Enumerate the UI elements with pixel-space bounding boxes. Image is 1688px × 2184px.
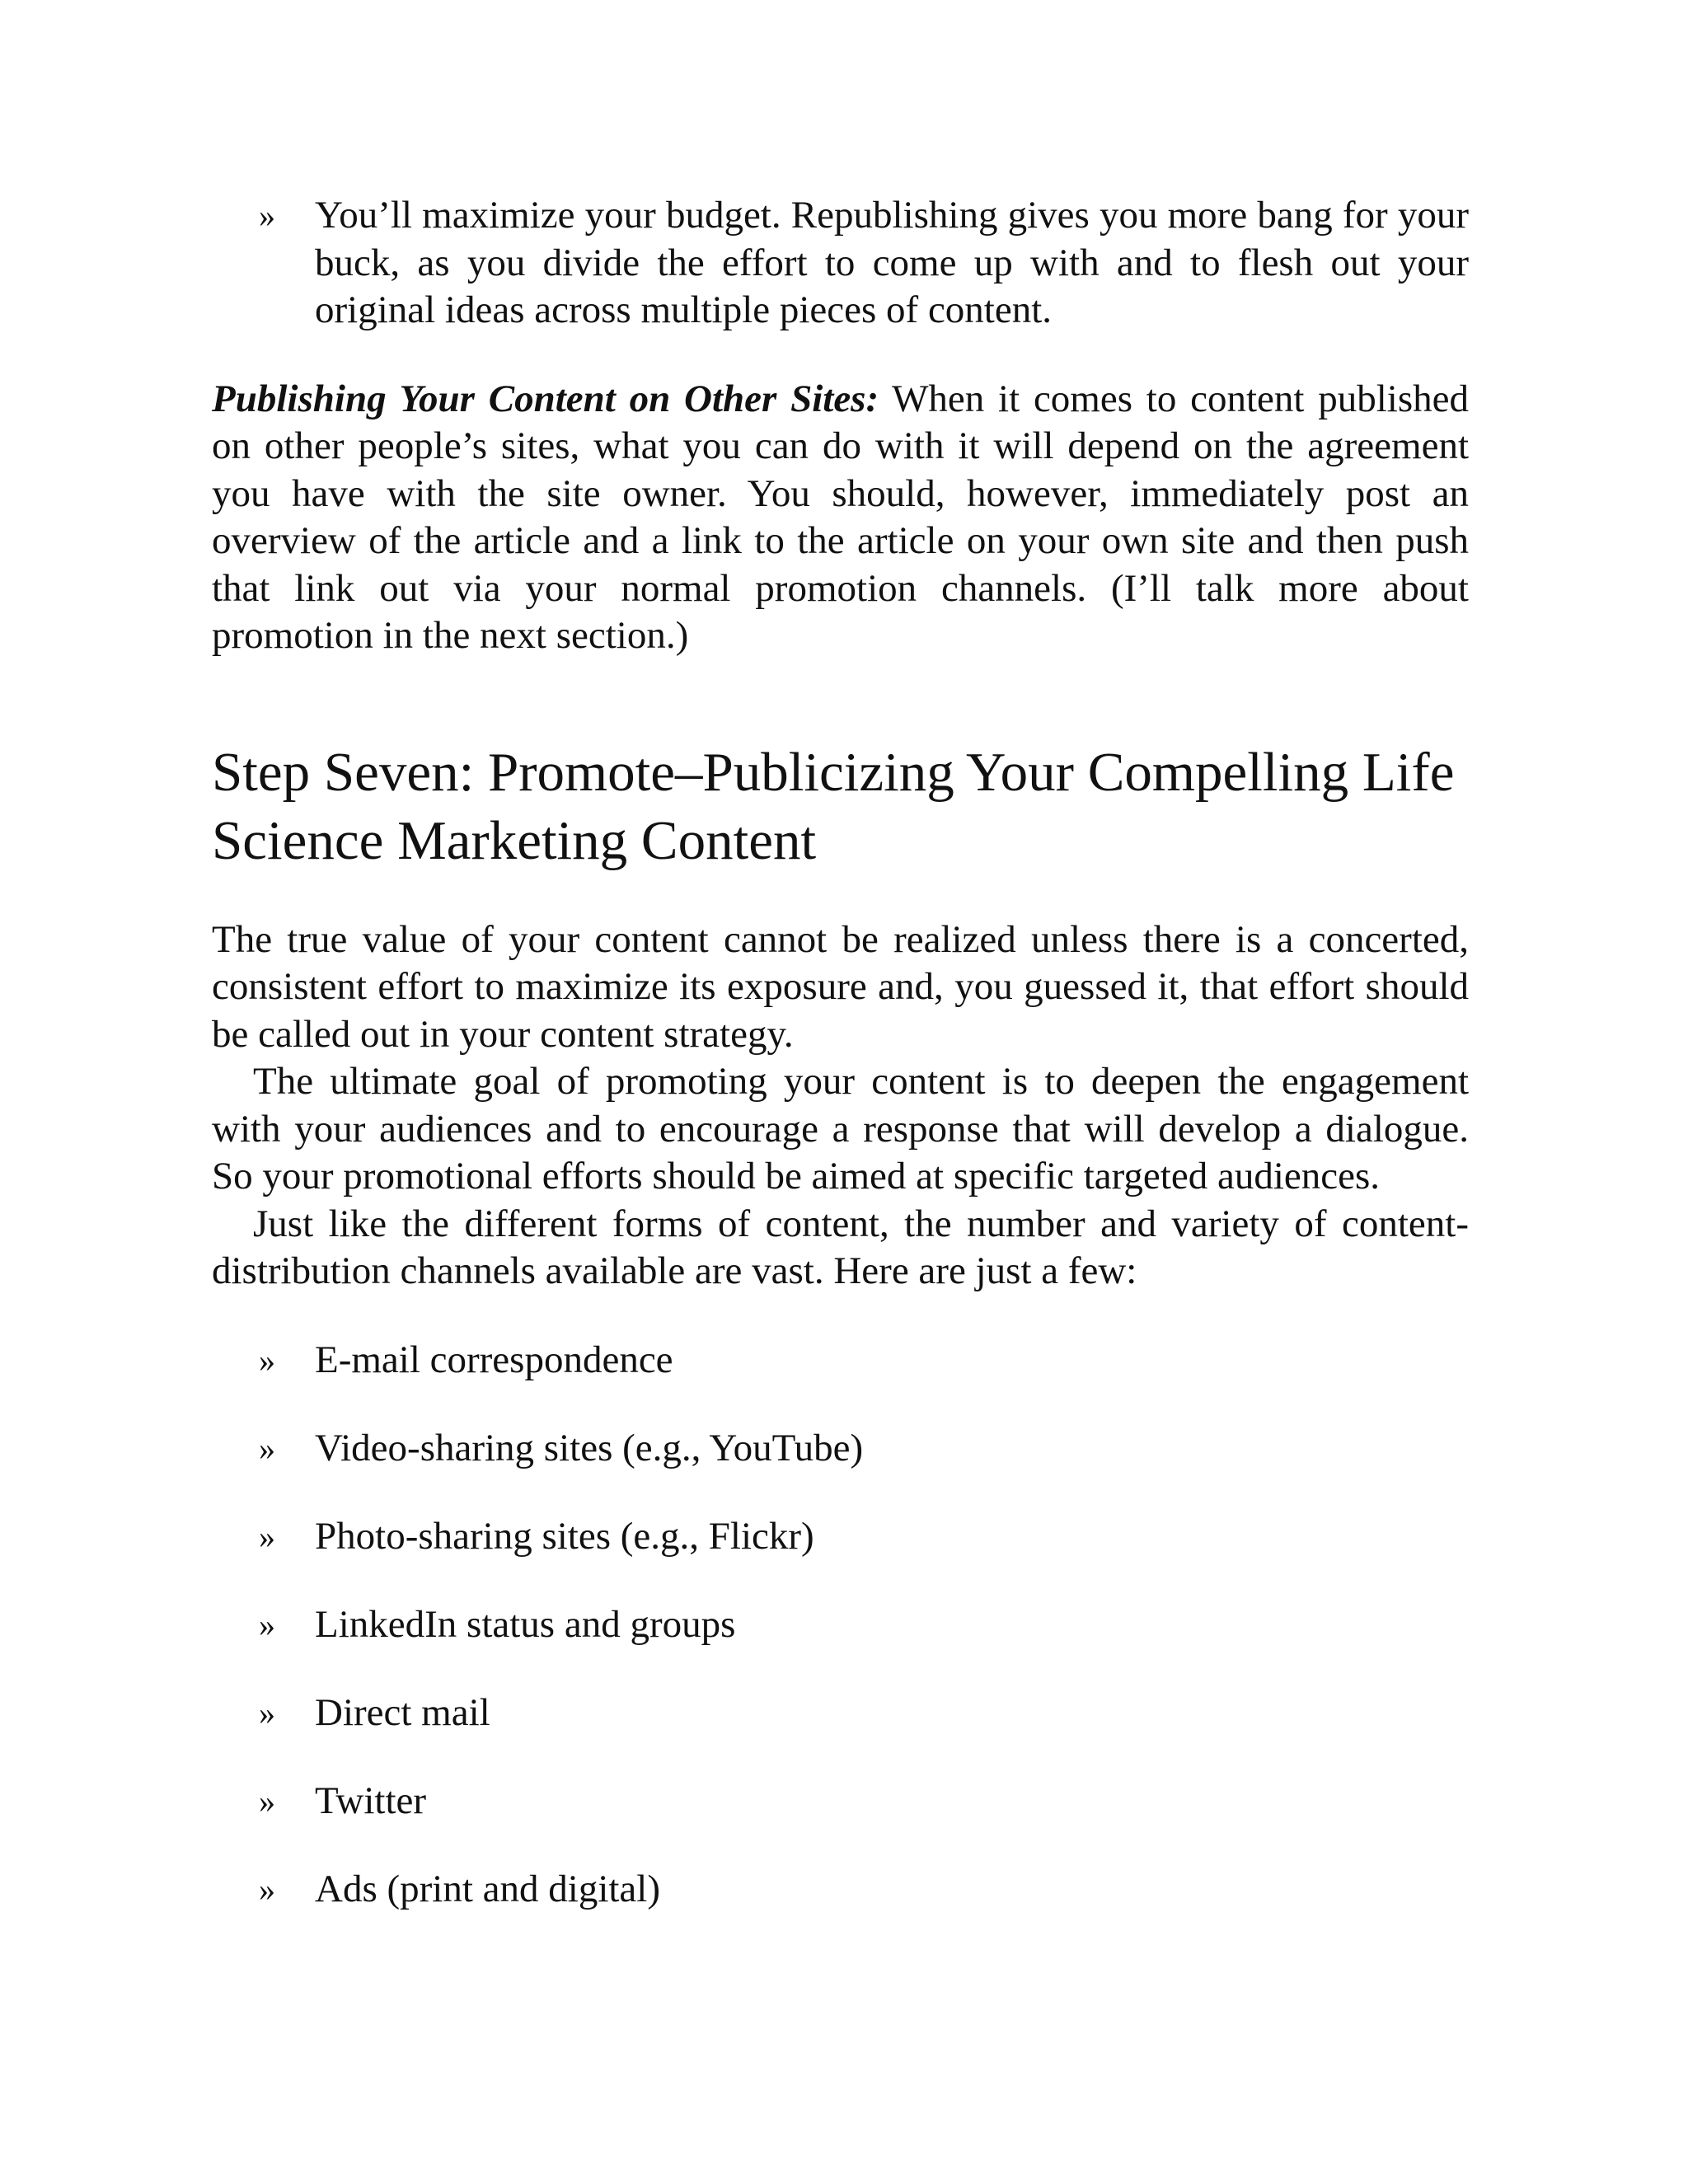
list-item <box>212 1425 1469 1473</box>
body-paragraph: The ultimate goal of promoting your content is to deepen the engagement with your audiences and to encourage a response that will develop a dialogue. So your promotional efforts should be aimed at specific targeted audiences. <box>212 1060 1469 1197</box>
list-item <box>212 1337 1469 1385</box>
list-item <box>212 1690 1469 1737</box>
bullet-marker: » <box>259 1782 275 1820</box>
list-item-text: Photo-sharing sites (e.g., Flickr) <box>315 1514 814 1558</box>
list-item-text: E-mail correspondence <box>315 1338 673 1381</box>
bullet-marker: » <box>259 1429 275 1467</box>
list-item-text: Ads (print and digital) <box>315 1867 661 1910</box>
bullet-marker: » <box>259 197 275 234</box>
bullet-marker: » <box>259 1694 275 1732</box>
section-heading: Step Seven: Promote–Publicizing Your Compelling Life Science Marketing Content <box>212 741 1455 871</box>
channel-list <box>212 1337 1469 1914</box>
body-paragraph: The true value of your content cannot be realized unless there is a concerted, consistent effort to maximize its exposure and, you guessed it, that effort should be called out in your content strategy. <box>212 917 1469 1056</box>
bullet-marker: » <box>259 1870 275 1908</box>
bullet-marker: » <box>259 1517 275 1555</box>
list-item-text: Video-sharing sites (e.g., YouTube) <box>315 1426 864 1469</box>
list-item-text: Twitter <box>315 1779 427 1822</box>
list-item <box>212 1601 1469 1649</box>
paragraph-lead-in: Publishing Your Content on Other Sites: <box>212 377 879 420</box>
body-paragraph: Just like the different forms of content, the number and variety of content-distribution channels available are vast. Here are just a few: <box>212 1202 1469 1292</box>
list-item <box>212 1866 1469 1914</box>
list-item-text: You’ll maximize your budget. Republishing gives you more bang for your buck, as you divide the effort to come up with and to flesh out your original ideas across multiple pieces of content. <box>315 194 1469 331</box>
bullet-marker: » <box>259 1341 275 1379</box>
document-page <box>212 192 1469 1954</box>
list-item-text: LinkedIn status and groups <box>315 1602 736 1646</box>
paragraph-body: When it comes to content published on other people’s sites, what you can do with it will depend on the agreement you have with the site owner. You should, however, immediately post an overview of the article and a link to the article on your own site and then push that link out via your normal promotion channels. (I’ll talk more about promotion in the next section.) <box>212 377 1469 657</box>
list-item-text: Direct mail <box>315 1690 490 1734</box>
list-item <box>212 1778 1469 1825</box>
bullet-marker: » <box>259 1605 275 1643</box>
publishing-paragraph <box>212 376 1469 660</box>
list-item <box>212 1513 1469 1561</box>
list-item <box>212 192 1469 335</box>
